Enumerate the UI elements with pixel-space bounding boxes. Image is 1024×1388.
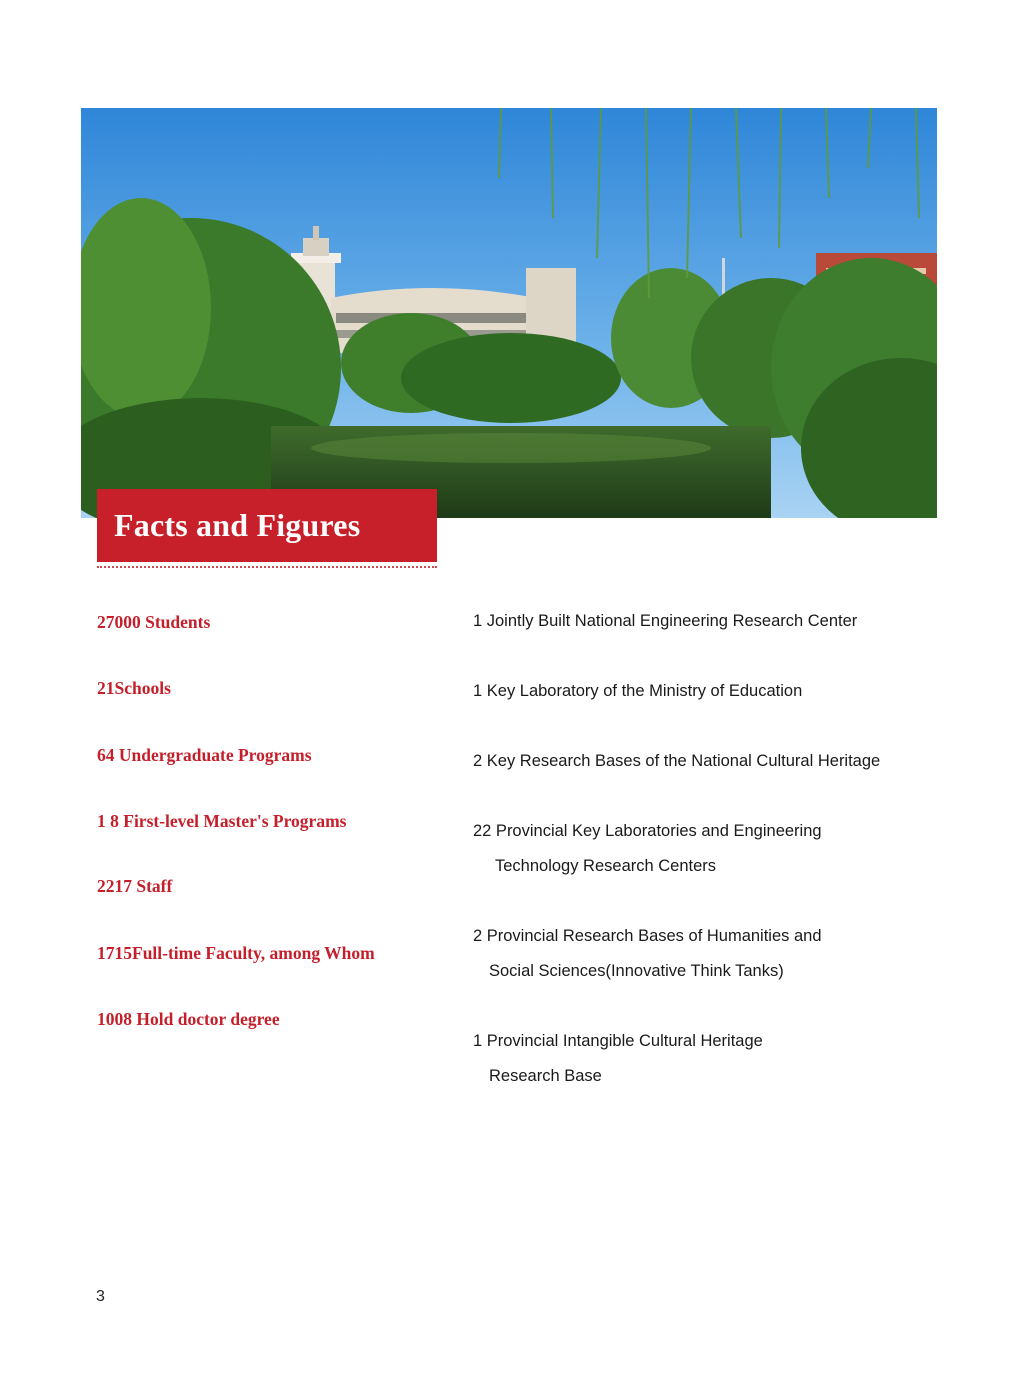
fact-cultural-heritage-bases bbox=[473, 744, 943, 779]
section-title-banner bbox=[97, 489, 437, 562]
fact-key-laboratory bbox=[473, 674, 943, 709]
fact-staff: 2217 Staff bbox=[97, 876, 173, 896]
fact-line: 22 Provincial Key Laboratories and Engineering bbox=[473, 822, 822, 840]
fact-schools: 21Schools bbox=[97, 678, 171, 698]
fact-line: 2 Key Research Bases of the National Cultural Heritage bbox=[473, 752, 881, 770]
fact-engineering-research-center bbox=[473, 604, 943, 639]
fact-line: 1 Jointly Built National Engineering Research Center bbox=[473, 612, 858, 630]
page-title: Facts and Figures bbox=[114, 507, 361, 543]
campus-photo-illustration bbox=[81, 108, 937, 518]
fact-provincial-key-laboratories bbox=[473, 814, 943, 884]
fact-students: 27000 Students bbox=[97, 612, 211, 632]
fact-doctor-degree: 1008 Hold doctor degree bbox=[97, 1009, 280, 1029]
fact-humanities-research-bases bbox=[473, 919, 943, 989]
fact-undergraduate-programs: 64 Undergraduate Programs bbox=[97, 745, 312, 765]
fact-masters-programs: 1 8 First-level Master's Programs bbox=[97, 811, 347, 831]
fact-intangible-heritage-base bbox=[473, 1024, 943, 1094]
page-number: 3 bbox=[96, 1288, 105, 1305]
fact-line: 2 Provincial Research Bases of Humanities and bbox=[473, 927, 822, 945]
fact-line: 1 Key Laboratory of the Ministry of Education bbox=[473, 682, 803, 700]
fact-line-continued: Research Base bbox=[489, 1067, 602, 1085]
fact-line: 1 Provincial Intangible Cultural Heritage bbox=[473, 1032, 763, 1050]
fact-line-continued: Technology Research Centers bbox=[495, 857, 717, 875]
dotted-divider bbox=[97, 566, 437, 568]
fact-full-time-faculty: 1715Full-time Faculty, among Whom bbox=[97, 943, 375, 963]
fact-line-continued: Social Sciences(Innovative Think Tanks) bbox=[489, 962, 784, 980]
campus-photo bbox=[81, 108, 937, 518]
